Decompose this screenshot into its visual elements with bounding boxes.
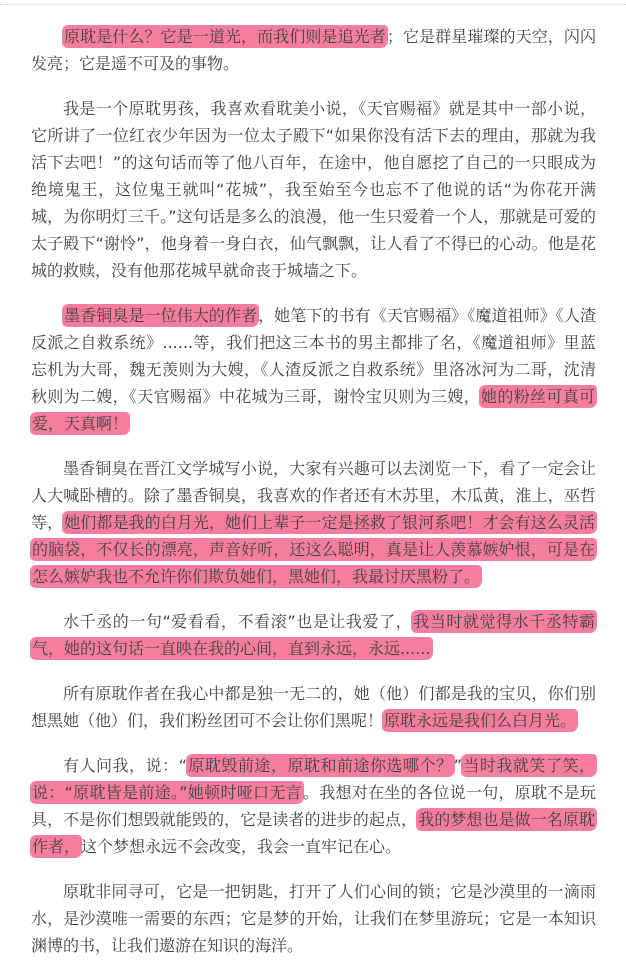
plain-text: 水千丞的一句“爱看看，不看滚”也是让我爱了， [63, 612, 413, 631]
highlighted-text: 她的粉丝可真可爱，天真啊！ [32, 387, 595, 433]
highlighted-text: 原耽是什么？它是一道光，而我们则是追光者 [64, 27, 386, 46]
plain-text: 原耽非同寻可，它是一把钥匙，打开了人们心间的锁；它是沙漠里的一滴雨水，是沙漠唯一需要的东西；它是梦的开始，让我们在梦里游玩；它是一本知识渊博的书，让我们遨游在知识的海洋。 [31, 882, 596, 955]
highlighted-text: 原耽毁前途，原耽和前途你选哪个？ [187, 756, 453, 775]
paragraph [31, 608, 596, 662]
paragraph [31, 752, 596, 860]
plain-text: 有人问我，说：“ [63, 756, 187, 775]
highlighted-text: 当时我就笑了笑，说：“原耽皆是前途。”她顿时哑口无言 [32, 756, 595, 802]
plain-text: ；它是群星璀璨的天空，闪闪发亮；它是遥不可及的事物。 [31, 27, 596, 73]
paragraph [31, 878, 596, 959]
highlighted-text: 我的梦想也是做一名原耽作者， [32, 810, 595, 856]
highlighted-text: 我当时就觉得水千丞特霸气，她的这句话一直映在我的心间，直到永远，永远...... [32, 612, 595, 658]
paragraph [31, 302, 596, 437]
paragraph [31, 23, 596, 77]
plain-text: ” [453, 756, 462, 775]
document-page [0, 4, 626, 977]
plain-text: ，她笔下的书有《天官赐福》《魔道祖师》《人渣反派之自救系统》......等，我们把这三本书的男主都排了名，《魔道祖师》里蓝忘机为大哥，魏无羡则为大嫂，《人渣反派之自救系统》里洛冰河为二哥，沈清秋则为二嫂，《天官赐福》中花城为三哥，谢怜宝贝则为三嫂， [31, 306, 596, 406]
plain-text: 我是一个原耽男孩，我喜欢看耽美小说，《天官赐福》就是其中一部小说，它所讲了一位红衣少年因为一位太子殿下“如果你没有活下去的理由，那就为我活下去吧！”的这句话而等了他八百年，在途中，他自愿挖了自己的一只眼成为绝境鬼王，这位鬼王就叫“花城”，我至始至今也忘不了他说的话“为你花开满城，为你明灯三千。”这句话是多么的浪漫，他一生只爱着一个人，那就是可爱的太子殿下“谢怜”，他身着一身白衣，仙气飘飘，让人看了不得已的心动。他是花城的救赎，没有他那花城早就命丧于城墙之下。 [31, 99, 596, 280]
highlighted-text: 原耽永远是我们么白月光。 [384, 711, 577, 730]
highlighted-text: 墨香铜臭是一位伟大的作者 [64, 306, 258, 325]
paragraph [31, 95, 596, 284]
plain-text: 。我想对在坐的各位说一句，原耽不是玩具，不是你们想毁就能毁的，它是读者的进步的起点， [31, 783, 596, 829]
plain-text: 这个梦想永远不会改变，我会一直牢记在心。 [81, 837, 402, 856]
highlighted-text: 她们都是我的白月光，她们上辈子一定是拯救了银河系吧！才会有这么灵活的脑袋，不仅长的漂亮，声音好听，还这么聪明，真是让人羡慕嫉妒恨，可是在怎么嫉妒我也不允许你们欺负她们，黑她们，我最讨厌黑粉了。 [32, 513, 595, 586]
plain-text: 所有原耽作者在我心中都是独一无二的，她（他）们都是我的宝贝，你们别想黑她（他）们，我们粉丝团可不会让你们黑呢！ [31, 684, 596, 730]
paragraph [31, 455, 596, 590]
plain-text: 墨香铜臭在晋江文学城写小说，大家有兴趣可以去浏览一下，看了一定会让人大喊卧槽的。除了墨香铜臭，我喜欢的作者还有木苏里，木瓜黄，淮上，巫哲等， [31, 459, 596, 532]
paragraph [31, 680, 596, 734]
essay [0, 5, 626, 977]
